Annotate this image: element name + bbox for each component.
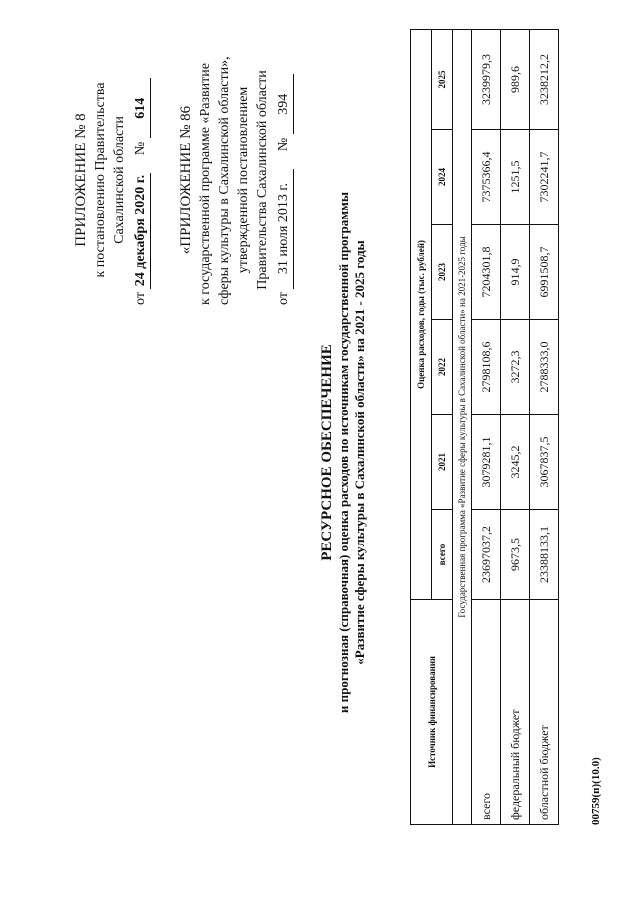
cell-value: 23388133,1 <box>530 510 559 600</box>
number-sign: № <box>133 141 148 156</box>
appendix-title: ПРИЛОЖЕНИЕ № 8 <box>73 113 89 247</box>
column-header: 2021 <box>432 415 453 510</box>
title-line: «Развитие сферы культуры в Сахалинской области» на 2021 - 2025 годы <box>352 240 367 665</box>
cell-value: 9673,5 <box>501 510 530 600</box>
table-header-row <box>411 30 432 825</box>
cell-value: 3239979,3 <box>472 30 501 130</box>
approval-header <box>72 55 294 305</box>
title-line: РЕСУРСНОЕ ОБЕСПЕЧЕНИЕ <box>319 344 335 561</box>
header-line: Сахалинской области <box>112 116 127 244</box>
cell-value: 1251,5 <box>501 130 530 225</box>
program-number: 394 <box>274 74 294 134</box>
title-line: и прогнозная (справочная) оценка расходов по источникам государственной программы <box>336 191 351 714</box>
column-header: 2023 <box>432 225 453 320</box>
table-row <box>501 30 530 825</box>
approval-date: 24 декабря 2020 г. <box>131 173 151 289</box>
column-header: 2022 <box>432 320 453 415</box>
cell-value: 2788333,0 <box>530 320 559 415</box>
column-header: 2024 <box>432 130 453 225</box>
cell-value: 6991508,7 <box>530 225 559 320</box>
row-name: всего <box>472 600 501 825</box>
cell-value: 3067837,5 <box>530 415 559 510</box>
funding-table <box>410 29 559 825</box>
column-header: всего <box>432 510 453 600</box>
program-name: Государственная программа «Развитие сферы культуры в Сахалинской области» на 2021-2025 годы <box>453 30 472 825</box>
source-header: Источник финансирования <box>411 600 453 825</box>
appendix-title: «ПРИЛОЖЕНИЕ № 86 <box>178 105 194 255</box>
cell-value: 23697037,2 <box>472 510 501 600</box>
header-line: утвержденной постановлением <box>236 86 251 274</box>
approval-date-line <box>131 55 151 305</box>
date-prefix: от <box>133 292 148 305</box>
estimate-header: Оценка расходов, годы (тыс. рублей) <box>411 30 432 600</box>
header-line: к постановлению Правительства <box>93 82 108 278</box>
header-line: сферы культуры в Сахалинской области», <box>217 56 232 305</box>
header-line: Правительства Сахалинской области <box>255 70 270 290</box>
number-sign: № <box>276 137 291 152</box>
header-line: к государственной программе «Развитие <box>198 63 213 305</box>
cell-value: 989,6 <box>501 30 530 130</box>
cell-value: 3079281,1 <box>472 415 501 510</box>
funding-table-wrapper <box>410 30 559 825</box>
date-prefix: от <box>276 292 291 305</box>
cell-value: 914,9 <box>501 225 530 320</box>
cell-value: 7302241,7 <box>530 130 559 225</box>
cell-value: 2798108,6 <box>472 320 501 415</box>
document-code: 00759(п)(10.0) <box>590 757 602 825</box>
program-date-line <box>274 55 294 305</box>
column-header: 2025 <box>432 30 453 130</box>
cell-value: 3245,2 <box>501 415 530 510</box>
program-row <box>453 30 472 825</box>
table-row <box>472 30 501 825</box>
cell-value: 3238212,2 <box>530 30 559 130</box>
approval-number: 614 <box>131 78 151 138</box>
row-name: федеральный бюджет <box>501 600 530 825</box>
table-row <box>530 30 559 825</box>
row-name: областной бюджет <box>530 600 559 825</box>
cell-value: 7375366,4 <box>472 130 501 225</box>
cell-value: 7204301,8 <box>472 225 501 320</box>
cell-value: 3272,3 <box>501 320 530 415</box>
program-date: 31 июля 2013 г. <box>274 169 294 289</box>
document-title <box>318 0 368 905</box>
